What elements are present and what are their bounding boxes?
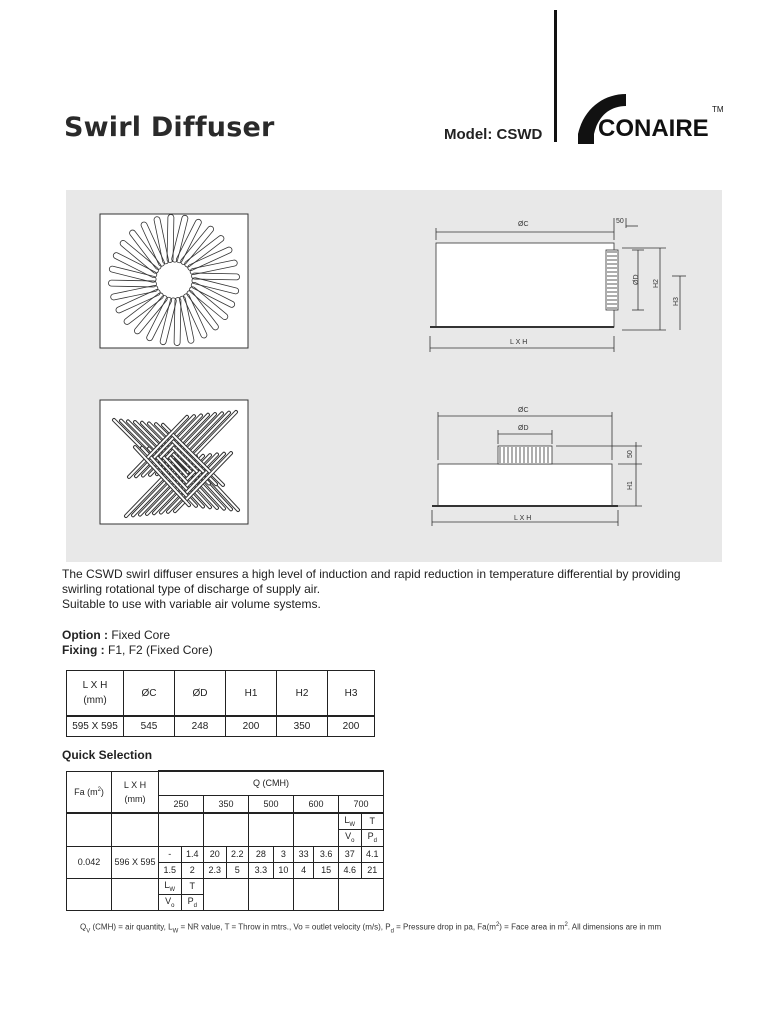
description-line-2: Suitable to use with variable air volume systems.: [62, 597, 321, 611]
size-value: 596 X 595: [112, 846, 159, 878]
dim-50-1: 50: [616, 218, 624, 225]
legend-pd-bottom: $P_d$: [181, 894, 204, 910]
header-q-250: 250: [159, 795, 204, 812]
dim-dia-d-1: ØD: [633, 274, 640, 285]
model-label: Model: CSWD: [444, 126, 543, 143]
dim-lxh-2: L X H: [514, 515, 532, 522]
table-cell: -: [159, 846, 182, 862]
dimension-table: [66, 670, 375, 737]
table-cell: 15: [314, 862, 339, 878]
fixing-line: [62, 643, 213, 658]
table-cell: 200: [226, 716, 277, 737]
table-cell: 4: [294, 862, 314, 878]
header-q-350: 350: [204, 795, 249, 812]
header-lxh: L X H (mm): [112, 771, 159, 813]
option-value: Fixed Core: [111, 628, 171, 642]
header-q-500: 500: [249, 795, 294, 812]
header-q-700: 700: [339, 795, 384, 812]
quick-selection-title: Quick Selection: [62, 748, 153, 762]
header-q-600: 600: [294, 795, 339, 812]
table-cell: 350: [277, 716, 328, 737]
trademark-mark: TM: [712, 105, 724, 114]
dim-h1: H1: [627, 481, 634, 490]
legend-t-bottom: T: [181, 878, 204, 894]
quick-selection-table: [66, 770, 384, 911]
table-cell: 37: [339, 846, 362, 862]
table-cell: 595 X 595: [67, 716, 124, 737]
table-cell: 2: [181, 862, 204, 878]
table-cell: 1.4: [181, 846, 204, 862]
dim-h3: H3: [673, 297, 680, 306]
header-lxh: L X H (mm): [67, 671, 124, 717]
legend-pd: $P_d$: [361, 830, 384, 847]
side-view-1-drawing: [430, 218, 686, 352]
legend-lw: $L_W$: [339, 813, 362, 830]
table-cell: 3.6: [314, 846, 339, 862]
radial-swirl-face-drawing: [100, 214, 248, 348]
header-dia-d: ØD: [175, 671, 226, 717]
header-fa: Fa $(m^2)$: [67, 771, 112, 813]
conaire-logo: [576, 88, 726, 144]
dim-lxh-1: L X H: [510, 339, 528, 346]
header-q: Q (CMH): [159, 771, 384, 795]
dim-dia-c-1: ØC: [518, 221, 529, 228]
header-h1: H1: [226, 671, 277, 717]
table-cell: 3.3: [249, 862, 274, 878]
table-cell: 4.6: [339, 862, 362, 878]
legend-vo: $V_o$: [339, 830, 362, 847]
table-cell: 545: [124, 716, 175, 737]
table-cell: 5: [226, 862, 249, 878]
legend-vo-bottom: $V_o$: [159, 894, 182, 910]
table-cell: 3: [273, 846, 293, 862]
side-view-2-drawing: [432, 407, 642, 526]
table-cell: 28: [249, 846, 274, 862]
option-line: [62, 628, 170, 643]
option-label: Option :: [62, 628, 108, 642]
dim-50-2: 50: [627, 450, 634, 458]
table-cell: 2.2: [226, 846, 249, 862]
fixing-value: F1, F2 (Fixed Core): [108, 643, 213, 657]
dim-dia-d-2: ØD: [518, 425, 529, 432]
table-cell: 20: [204, 846, 227, 862]
table-cell: 10: [273, 862, 293, 878]
legend-t: T: [361, 813, 384, 830]
table-cell: 1.5: [159, 862, 182, 878]
table-cell: 2.3: [204, 862, 227, 878]
page-title: Swirl Diffuser: [64, 112, 275, 143]
table-cell: 248: [175, 716, 226, 737]
header-dia-c: ØC: [124, 671, 175, 717]
table-cell: 4.1: [361, 846, 384, 862]
footnote: $Q_V$ (CMH) = air quantity, $L_W$ = NR value, T = Throw in mtrs., Vo = outlet velocity (m/s), $P_d$ = Pressure drop in pa, $Fa(m^2)$ = Face area in $m^2$. All dimensions are in mm: [80, 922, 662, 935]
header-divider: [554, 10, 557, 142]
description: [62, 567, 722, 612]
legend-lw-bottom: $L_W$: [159, 878, 182, 894]
table-cell: 200: [328, 716, 375, 737]
fixing-label: Fixing :: [62, 643, 105, 657]
cross-swirl-face-drawing: [100, 400, 248, 524]
description-line-1: The CSWD swirl diffuser ensures a high level of induction and rapid reduction in temperature differential by providing swirling rotational type of discharge of supply air.: [62, 567, 681, 596]
table-cell: 33: [294, 846, 314, 862]
dim-h2: H2: [653, 279, 660, 288]
header-h3: H3: [328, 671, 375, 717]
product-drawings: [66, 190, 722, 562]
logo-text: CONAIRE: [598, 115, 709, 142]
fa-value: 0.042: [67, 846, 112, 878]
table-cell: 21: [361, 862, 384, 878]
header-h2: H2: [277, 671, 328, 717]
dim-dia-c-2: ØC: [518, 407, 529, 414]
product-drawing-panel: [66, 190, 722, 562]
